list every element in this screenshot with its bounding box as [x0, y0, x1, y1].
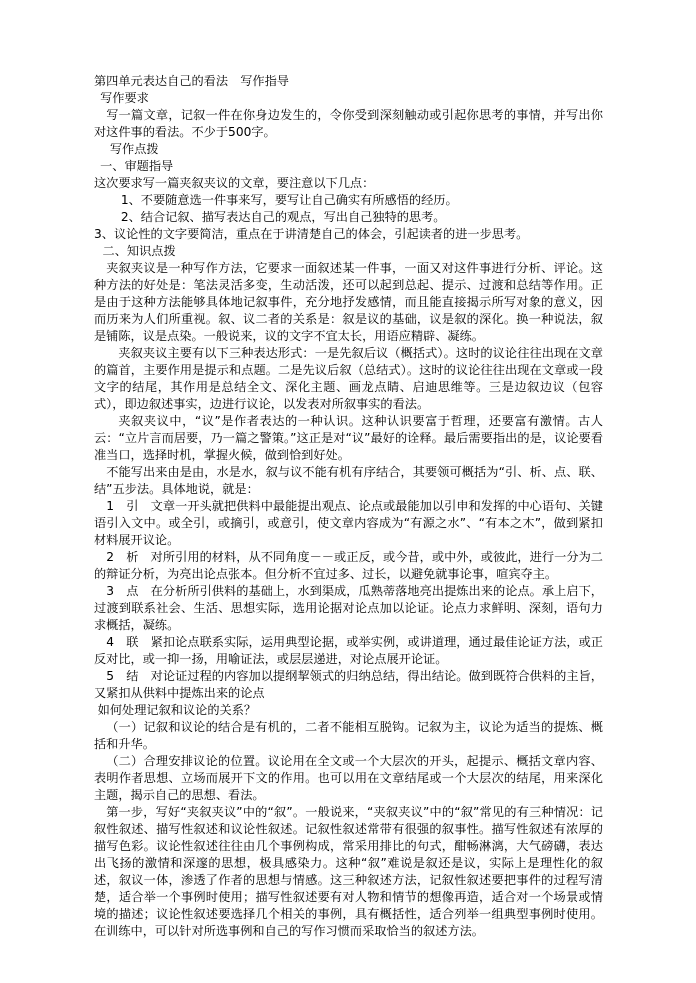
section-heading-requirements: 写作要求: [100, 91, 149, 105]
relation-paragraph: （二）合理安排议论的位置。议论用在全文或一个大层次的开头，起提示、概括文章内容、表明作者思想、立场而展开下文的作用。也可以用在文章结尾或一个大层次的结尾，用来深化主题，揭示自己的思想、看法。: [94, 754, 603, 802]
analysis-point: 3、议论性的文字要简洁，重点在于讲清楚自己的体会，引起读者的进一步思考。: [94, 227, 529, 241]
section-heading-relation: 如何处理记叙和议论的关系？: [97, 703, 257, 717]
relation-paragraph: （一）记叙和议论的结合是有机的，二者不能相互脱钩。记叙为主，议论为适当的提炼、概括和升华。: [94, 720, 603, 751]
section-heading-knowledge: 二、知识点拨: [102, 244, 176, 258]
knowledge-step-paragraph: 2 析 对所引用的材料，从不同角度－－或正反，或今昔，或中外，或彼此，进行一分为二的辩证分析，为亮出论点张本。但分析不宜过多、过长，以避免就事论事，喧宾夺主。: [94, 550, 603, 581]
analysis-intro: 这次要求写一篇夹叙夹议的文章，要注意以下几点：: [94, 176, 375, 190]
analysis-point: 1、不要随意选一件事来写，要写让自己确实有所感悟的经历。: [120, 193, 458, 207]
requirements-paragraph: 写一篇文章，记叙一件在你身边发生的，令你受到深刻触动或引起你思考的事情，并写出你对这件事的看法。不少于500字。: [94, 108, 603, 139]
knowledge-step-paragraph: 1 引 文章一开头就把供料中最能提出观点、论点或最能加以引申和发挥的中心语句、关键语引入文中。或全引，或摘引，或意引，使文章内容成为“有源之水”、“有本之木”，做到紧扣材料展开议论。: [94, 499, 603, 547]
document-title: 第四单元表达自己的看法 写作指导: [94, 74, 289, 88]
knowledge-paragraph: 夹叙夹议主要有以下三种表达形式：一是先叙后议（概括式）。这时的议论往往出现在文章的篇首，主要作用是提示和点题。二是先议后叙（总结式）。这时的议论往往出现在文章或一段文字的结尾，其作用是总结全文、深化主题、画龙点睛、启迪思维等。三是边叙边议（包容式），即边叙述事实，边进行议论，以发表对所叙事实的看法。: [94, 346, 603, 411]
knowledge-step-paragraph: 3 点 在分析所引供料的基础上，水到渠成，瓜熟蒂落地亮出提炼出来的论点。承上启下，过渡到联系社会、生活、思想实际，选用论据对论点加以论证。论点力求鲜明、深刻，语句力求概括，凝练。: [94, 584, 603, 632]
knowledge-paragraph: 不能写出来由是由，水是水，叙与议不能有机有序结合，其要领可概括为“引、析、点、联、结”五步法。具体地说，就是：: [94, 465, 603, 496]
section-heading-tips: 写作点拨: [109, 142, 159, 156]
knowledge-step-paragraph: 4 联 紧扣论点联系实际，运用典型论据，或举实例，或讲道理，通过最佳论证方法，或正反对比，或一抑一扬，用喻证法，或层层递进，对论点展开论证。: [94, 635, 603, 666]
relation-paragraph: 第一步，写好“夹叙夹议”中的“叙”。一般说来，“夹叙夹议”中的“叙”常见的有三种情况：记叙性叙述、描写性叙述和议论性叙述。记叙性叙述常带有很强的叙事性。描写性叙述有浓厚的描写色彩。议论性叙述往往由几个事例构成，常采用排比的句式，酣畅淋漓，大气磅礴，表达出飞扬的激情和深邃的思想，极具感染力。这种“叙”难说是叙还是议，实际上是理性化的叙述，叙议一体，渗透了作者的思想与情感。这三种叙述方法，记叙性叙述要把事件的过程写清楚，适合举一个事例时使用；描写性叙述要有对人物和情节的想像再造，适合对一个场景或情境的描述；议论性叙述要选择几个相关的事例，具有概括性，适合列举一组典型事例时使用。在训练中，可以针对所选事例和自己的写作习惯而采取恰当的叙述方法。: [94, 805, 603, 938]
analysis-point: 2、结合记叙、描写表达自己的观点，写出自己独特的思考。: [120, 210, 446, 224]
knowledge-paragraph: 夹叙夹议是一种写作方法，它要求一面叙述某一件事，一面又对这件事进行分析、评论。这种方法的好处是：笔法灵活多变，生动活泼，还可以起到总起、提示、过渡和总结等作用。正是由于这种方法能够具体地记叙事件，充分地抒发感情，而且能直接揭示所写对象的意义，因而历来为人们所重视。叙、议二者的关系是：叙是议的基础，议是叙的深化。换一种说法，叙是铺陈，议是点染。一般说来，议的文字不宜太长，用语应精辟、凝练。: [94, 261, 603, 343]
knowledge-step-paragraph: 5 结 对论证过程的内容加以提纲挈领式的归纳总结，得出结论。做到既符合供料的主旨，又紧扣从供料中提炼出来的论点: [94, 669, 603, 700]
knowledge-paragraph: 夹叙夹议中，“议”是作者表达的一种认识。这种认识要富于哲理，还要富有激情。古人云：“立片言而居要，乃一篇之警策。”这正是对“议”最好的诠释。最后需要指出的是，议论要看准当口，选择时机，掌握火候，做到恰到好处。: [94, 414, 603, 462]
section-heading-analysis: 一、审题指导: [100, 159, 174, 173]
